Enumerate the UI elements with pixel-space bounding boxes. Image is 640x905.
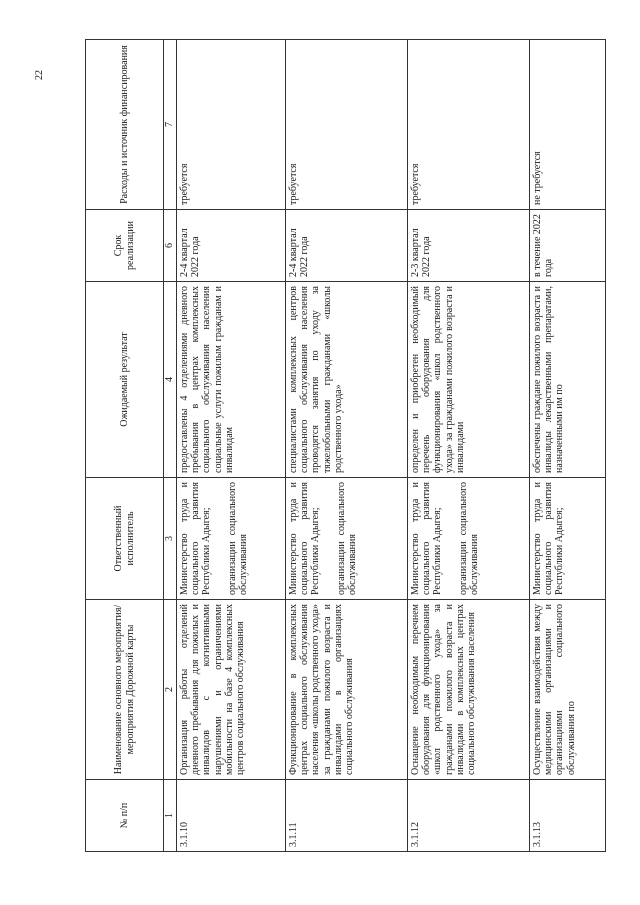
colnum-2: 2: [164, 600, 177, 780]
table-row: [530, 40, 606, 852]
colnum-1: 1: [164, 780, 177, 852]
row-finance: не требуется: [530, 40, 606, 210]
colnum-6: 6: [164, 210, 177, 282]
executor-ministry: Министерство труда и социального развития Республики Адыгея;: [288, 482, 322, 595]
row-result: предоставлены 4 отделениями дневного пребывания в центрах комплексных социального обслуживания населения социальные услуги пожилым гражданам и инвалидам: [177, 282, 286, 478]
header-executor: Ответственный исполнитель: [86, 478, 164, 600]
row-term: в течение 2022 года: [530, 210, 606, 282]
row-result: специалистами комплексных центров социального обслуживания населения проводятся занятия по уходу за тяжелобольными гражданами «школы родственного ухода»: [286, 282, 408, 478]
page-number: 22: [34, 70, 45, 80]
colnum-4: 4: [164, 282, 177, 478]
executor-ministry: Министерство труда и социального развития Республики Адыгея;: [532, 482, 566, 595]
row-finance: требуется: [177, 40, 286, 210]
table-row: [177, 40, 286, 852]
header-name: Наименование основного мероприятия/мероприятия Дорожной карты: [86, 600, 164, 780]
row-num: 3.1.13: [530, 780, 606, 852]
row-executor: [177, 478, 286, 600]
executor-organizations: организации социального обслуживания: [226, 482, 249, 595]
executor-organizations: организации социального обслуживания: [457, 482, 480, 595]
header-result: Ожидаемый результат: [86, 282, 164, 478]
row-term: 2-3 квартал 2022 года: [408, 210, 530, 282]
row-num: 3.1.10: [177, 780, 286, 852]
rotated-table-page: [85, 40, 605, 852]
row-name: Оснащение необходимым перечнем оборудования для функционирования «школ родственного ухода» за гражданами пожилого возраста и инвалидами в комплексных центрах социального обслуживания населения: [408, 600, 530, 780]
header-finance: Расходы и источник финансирования: [86, 40, 164, 210]
executor-ministry: Министерство труда и социального развития Республики Адыгея;: [410, 482, 444, 595]
row-result: обеспечены граждане пожилого возраста и инвалиды лекарственными препаратами, назначенными им по: [530, 282, 606, 478]
row-name: Осуществление взаимодействия между медицинскими организациями и организациями социального обслуживания по: [530, 600, 606, 780]
row-finance: требуется: [408, 40, 530, 210]
executor-organizations: организации социального обслуживания: [335, 482, 358, 595]
header-term: Срок реализации: [86, 210, 164, 282]
row-term: 2-4 квартал 2022 года: [286, 210, 408, 282]
table-row: [408, 40, 530, 852]
row-num: 3.1.11: [286, 780, 408, 852]
table-row: [286, 40, 408, 852]
colnum-3: 3: [164, 478, 177, 600]
row-result: определен и приобретен необходимый перечень оборудования для функционирования «школ родственного ухода» за гражданами пожилого возраста и инвалидами: [408, 282, 530, 478]
column-number-row: [164, 40, 177, 852]
executor-ministry: Министерство труда и социального развития Республики Адыгея;: [179, 482, 213, 595]
row-executor: [286, 478, 408, 600]
row-name: Организация работы отделений дневного пребывания для пожилых и инвалидов с когнитивными нарушениями и ограничениями мобильности на базе 4 комплексных центров социального обслуживания: [177, 600, 286, 780]
row-term: 2-4 квартал 2022 года: [177, 210, 286, 282]
row-name: Функционирование в комплексных центрах социального обслуживания населения «школы родственного ухода» за гражданами пожилого возраста и инвалидами в организациях социального обслуживания: [286, 600, 408, 780]
row-finance: требуется: [286, 40, 408, 210]
row-executor: [408, 478, 530, 600]
colnum-7: 7: [164, 40, 177, 210]
row-num: 3.1.12: [408, 780, 530, 852]
row-executor: [530, 478, 606, 600]
header-row: [86, 40, 164, 852]
header-num: № п/п: [86, 780, 164, 852]
roadmap-table: [85, 39, 606, 852]
